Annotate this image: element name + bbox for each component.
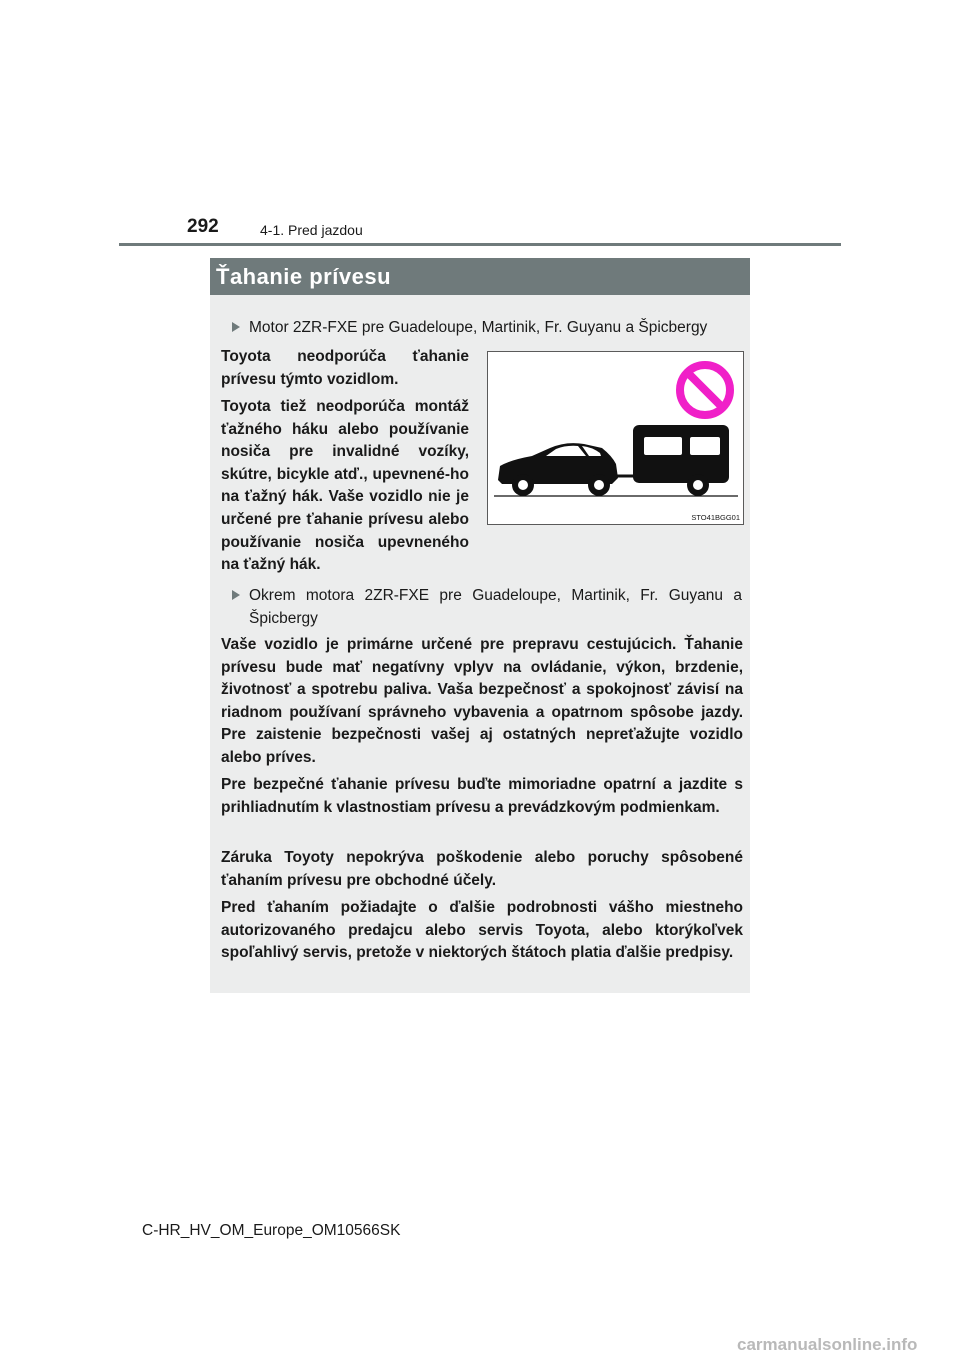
header-rule [119,243,841,246]
paragraph-safe-towing: Pre bezpečné ťahanie prívesu buďte mimoriadne opatrní a jazdite s prihliadnutím k vlastnostiam prívesu a prevádzkovým podmienkam. [221,776,743,816]
bullet-text: Motor 2ZR-FXE pre Guadeloupe, Martinik, Fr. Guyanu a Špicbergy [249,319,708,336]
bullet-triangle-icon [232,322,240,332]
section-title: Ťahanie prívesu [210,258,750,295]
figure-code: STO41BGG01 [691,513,740,522]
car-icon [498,443,618,496]
footer-document-id: C-HR_HV_OM_Europe_OM10566SK [142,1222,401,1239]
paragraph-dealer-info: Pred ťahaním požiadajte o ďalšie podrobnosti vášho miestneho autorizovaného predajcu alebo servis Toyota, alebo ktorýkoľvek spoľahlivý servis, pretože v niektorých štátoch platia ďalšie predpisy. [221,899,743,962]
page-number: 292 [187,216,219,237]
bullet-other-engines [232,584,742,630]
paragraph-warranty: Záruka Toyoty nepokrýva poškodenie alebo poruchy spôsobené ťahaním prívesu pre obchodné účely. [221,849,743,889]
bullet-text: Okrem motora 2ZR-FXE pre Guadeloupe, Martinik, Fr. Guyanu a Špicbergy [249,587,742,627]
no-towing-prohibition-icon [680,365,730,415]
paragraph-passenger-vehicle: Vaše vozidlo je primárne určené pre prepravu cestujúcich. Ťahanie prívesu bude mať negatívny vplyv na ovládanie, výkon, brzdenie, životnosť a spotrebu paliva. Vaša bezpečnosť a spokojnosť závisí na riadnom používaní správneho vybavenia a opatrnom spôsobe jazdy. Pre zaistenie bezpečnosti vašej aj ostatných nepreťažujte vozidlo alebo príves. [221,636,743,766]
watermark: carmanualsonline.info [737,1335,918,1354]
bullet-engine-variant [232,316,742,339]
paragraph-not-recommended: Toyota neodporúča ťahanie prívesu týmto vozidlom. [221,348,469,388]
trailer-icon [616,425,729,496]
car-trailer-illustration [488,352,743,524]
bullet-triangle-icon [232,590,240,600]
paragraph-towbar-carrier: Toyota tiež neodporúča montáž ťažného háku alebo používanie nosiča pre invalidné vozíky, skútre, bicykle atď., upevnené-ho na ťažný hák. Vaše vozidlo nie je určené pre ťahanie prívesu alebo používanie nosiča upevneného na ťažný hák. [221,398,469,574]
running-head: 4-1. Pred jazdou [260,222,363,238]
no-towing-figure [487,351,744,525]
